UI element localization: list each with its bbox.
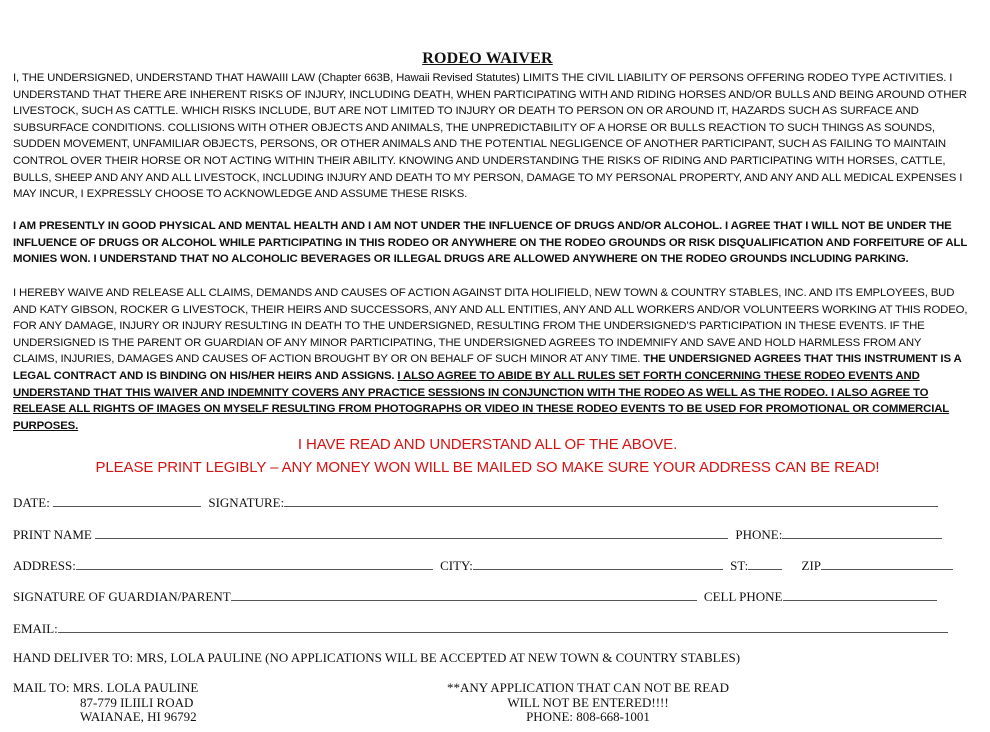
zip-label: ZIP [801,558,821,573]
state-field[interactable] [748,557,782,570]
application-note-line2: WILL NOT BE ENTERED!!!! [507,694,669,710]
release-paragraph [13,285,968,434]
signature-field[interactable] [284,494,938,507]
health-paragraph: I AM PRESENTLY IN GOOD PHYSICAL AND MENTAL HEALTH AND I AM NOT UNDER THE INFLUENCE OF DRUGS AND/OR ALCOHOL. I AGREE THAT I WILL NOT BE UNDER THE INFLUENCE OF DRUGS OR ALCOHOL WHILE PARTICIPATING IN THIS RODEO OR ANYWHERE ON THE RODEO GROUNDS OR RISK DISQUALIFICATION AND FORFEITURE OF ALL MONIES WON. I UNDERSTAND THAT NO ALCOHOLIC BEVERAGES OR ILLEGAL DRUGS ARE ALLOWED ANYWHERE ON THE RODEO GROUNDS INCLUDING PARKING. [13,220,967,266]
email-row [13,620,952,637]
liability-paragraph: I, THE UNDERSIGNED, UNDERSTAND THAT HAWAIII LAW (Chapter 663B, Hawaii Revised Statutes) LIMITS THE CIVIL LIABILITY OF PERSONS OFFERING RODEO TYPE ACTIVITIES. I UNDERSTAND THAT THERE ARE INHERENT RISKS OF INJURY, INCLUDING DEATH, WHEN PARTICIPATING WITH AND RIDING HORSES AND/OR BULLS AND BEING AROUND OTHER LIVESTOCK, SUCH AS CATTLE. WHICH RISKS INCLUDE, BUT ARE NOT LIMITED TO INJURY OR DEATH TO PERSON ON OR AROUND IT, HAZARDS SUCH AS SURFACE AND SUBSURFACE CONDITIONS. COLLISIONS WITH OTHER OBJECTS AND ANIMALS, THE UNPREDICTABILITY OF A HORSE OR BULLS REACTION TO SUCH THINGS AS SOUNDS, SUDDEN MOVEMENT, UNFAMILIAR OBJECTS, PERSONS, OR OTHER ANIMALS AND THE POTENTIAL NEGLIGENCE OF ANOTHER PARTICIPANT, SUCH AS FAILING TO MAINTAIN CONTROL OVER THEIR HORSE OR NOT ACTING WITHIN THEIR ABILITY. KNOWING AND UNDERSTANDING THE RISKS OF RIDING AND PARTICIPATING WITH HORSES, CATTLE, BULLS, SHEEP AND ANY AND ALL LIVESTOCK, INCLUDING INJURY AND DEATH TO MY PERSON, DAMAGE TO MY PERSONAL PROPERTY, AND ANY AND ALL MEDICAL EXPENSES I MAY INCUR, I EXPRESSLY CHOOSE TO ACKNOWLEDGE AND ASSUME THESE RISKS. [13,72,967,201]
city-label: CITY: [440,558,473,573]
email-label: EMAIL: [13,621,58,636]
date-signature-row [13,494,942,511]
signature-label: SIGNATURE: [208,495,285,510]
cell-phone-field[interactable] [783,588,937,601]
city-field[interactable] [473,557,723,570]
application-note-line1: **ANY APPLICATION THAT CAN NOT BE READ [447,680,729,695]
application-note [388,681,788,725]
contact-phone: PHONE: 808-668-1001 [526,709,650,724]
address-label: ADDRESS: [13,558,76,573]
read-understand-notice: I HAVE READ AND UNDERSTAND ALL OF THE ABOVE. [297,436,678,453]
print-name-row [13,526,946,543]
print-name-field[interactable] [95,526,728,539]
guardian-signature-label: SIGNATURE OF GUARDIAN/PARENT [13,589,231,604]
date-field[interactable] [53,494,201,507]
state-label: ST: [730,558,749,573]
hand-deliver-note: HAND DELIVER TO: MRS, LOLA PAULINE (NO APPLICATIONS WILL BE ACCEPTED AT NEW TOWN & COUNTRY STABLES) [13,650,741,665]
address-field[interactable] [76,557,433,570]
release-text: I HEREBY WAIVE AND RELEASE ALL CLAIMS, DEMANDS AND CAUSES OF ACTION AGAINST DITA HOLIFIELD, NEW TOWN & COUNTRY STABLES, INC. AND ITS EMPLOYEES, BUD AND KATY GIBSON, ROCKER G LIVESTOCK, THEIR HEIRS AND SUCCESSORS, ANY AND ALL ENTITIES, ANY AND ALL WORKERS AND/OR VOLUNTEERS WORKING AT THIS RODEO, FOR ANY DAMAGE, INJURY OR INJURY RESULTING IN DEATH TO THE UNDERSIGNED, RESULTING FROM THE UNDERSIGNED’S PARTICIPATION IN THESE EVENTS. IF THE UNDERSIGNED IS THE PARENT OR GUARDIAN OF ANY MINOR PARTICIPATING, THE UNDERSIGNED AGREES TO INDEMNIFY AND SAVE AND HOLD HARMLESS FROM ANY CLAIMS, INJURIES, DAMAGES AND CAUSES OF ACTION BROUGHT BY OR ON BEHALF OF SUCH MINOR AT ANY TIME. [13,287,968,366]
contract-text: THE UNDERSIGNED AGREES THAT THIS INSTRUMENT IS A LEGAL CONTRACT AND IS BINDING ON HIS/HER HEIRS AND ASSIGNS. [13,353,962,382]
page-title: RODEO WAIVER [422,50,553,67]
date-label: DATE: [13,495,50,510]
mail-street: 87-779 ILIILI ROAD [80,694,194,710]
mail-to-line: MAIL TO: MRS. LOLA PAULINE [13,680,199,695]
print-name-label: PRINT NAME [13,527,92,542]
mail-city-state: WAIANAE, HI 96792 [80,709,197,724]
phone-field[interactable] [782,526,942,539]
print-legibly-notice: PLEASE PRINT LEGIBLY – ANY MONEY WON WILL BE MAILED SO MAKE SURE YOUR ADDRESS CAN BE READ! [95,459,880,476]
mail-to-address [13,681,198,725]
email-field[interactable] [58,620,948,633]
rules-agreement-text: I ALSO AGREE TO ABIDE BY ALL RULES SET FORTH CONCERNING THESE RODEO EVENTS AND UNDERSTAND THAT THIS WAIVER AND INDEMNITY COVERS ANY PRACTICE SESSIONS IN CONJUNCTION WITH THE RODEO AS WELL AS THE RODEO. I ALSO AGREE TO RELEASE ALL RIGHTS OF IMAGES ON MYSELF RESULTING FROM PHOTOGRAPHS OR VIDEO IN THESE RODEO EVENTS TO BE USED FOR PROMOTIONAL OR COMMERCIAL PURPOSES. [13,369,950,432]
address-row [13,557,957,574]
guardian-signature-field[interactable] [231,588,697,601]
guardian-row [13,588,941,605]
phone-label: PHONE: [735,527,783,542]
cell-phone-label: CELL PHONE [703,589,783,604]
zip-field[interactable] [821,557,953,570]
